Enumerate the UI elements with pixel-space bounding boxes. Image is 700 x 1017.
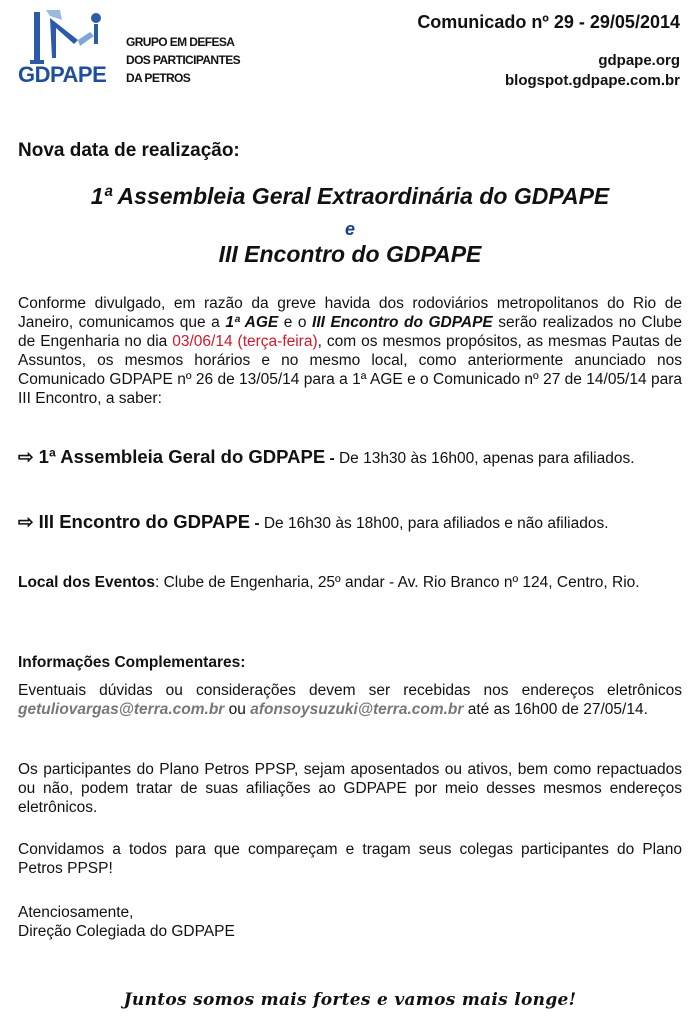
arrow-right-icon: ⇨: [18, 446, 34, 467]
intro-text: Conforme divulgado, em razão da greve havida dos rodoviários metropolitanos do Rio de Janeiro, comunicamos que a: [18, 295, 682, 331]
org-name-line: GRUPO EM DEFESA: [126, 35, 235, 49]
info-text: ou: [224, 701, 251, 718]
info-paragraph: [18, 681, 682, 719]
website-link[interactable]: gdpape.org: [598, 52, 680, 69]
event-2-description: De 16h30 às 18h00, para afiliados e não afiliados.: [263, 515, 609, 532]
event-2-item: [18, 512, 682, 533]
organization-name: [126, 33, 240, 87]
email-link-afonso[interactable]: afonsoysuzuki@terra.com.br: [250, 701, 464, 718]
age-highlight: 1ª AGE: [225, 314, 279, 331]
new-date-heading: Nova data de realização:: [18, 140, 240, 161]
info-heading: Informações Complementares:: [18, 654, 246, 671]
intro-paragraph: [18, 294, 682, 408]
new-date-highlight: 03/06/14 (terça-feira): [172, 333, 318, 350]
org-name-line: DA PETROS: [126, 71, 191, 85]
event-separator: -: [325, 450, 339, 467]
meeting-title: III Encontro do GDPAPE: [218, 241, 482, 267]
invitation-paragraph: Convidamos a todos para que compareçam e tragam seus colegas participantes do Plano Petros PPSP!: [18, 841, 682, 877]
event-1-item: [18, 447, 682, 468]
info-text: até as 16h00 de 27/05/14.: [463, 701, 648, 718]
event-separator: -: [250, 515, 264, 532]
title-conjunction: e: [344, 219, 355, 239]
closing-signature: [18, 903, 682, 941]
footer-motto: Juntos somos mais fortes e vamos mais longe!: [123, 990, 577, 1010]
event-2-title: III Encontro do GDPAPE: [38, 511, 251, 532]
blog-link[interactable]: blogspot.gdpape.com.br: [505, 72, 680, 89]
location-paragraph: [18, 573, 682, 592]
signature-line: Direção Colegiada do GDPAPE: [18, 923, 235, 940]
arrow-right-icon: ⇨: [18, 511, 34, 532]
communique-title: Comunicado nº 29 - 29/05/2014: [417, 12, 680, 32]
location-text: : Clube de Engenharia, 25º andar - Av. Rio Branco nº 124, Centro, Rio.: [154, 574, 640, 591]
intro-text: , com os mesmos propósitos, as mesmas Pautas de Assuntos, os mesmos horários e no mesmo local, como anteriormente anunciado nos Comunicado GDPAPE nº 26 de 13/05/14 para a 1ª AGE e o Comunicado nº 27 de 14/05/14 para III Encontro, a saber:: [18, 333, 682, 407]
org-name-line: DOS PARTICIPANTES: [126, 53, 241, 67]
event-1-description: De 13h30 às 16h00, apenas para afiliados.: [338, 450, 635, 467]
intro-text: serão realizados no Clube de Engenharia no dia: [18, 314, 682, 350]
location-label: Local dos Eventos: [18, 574, 155, 591]
encontro-highlight: III Encontro do GDPAPE: [312, 314, 493, 331]
assembly-title: 1ª Assembleia Geral Extraordinária do GDPAPE: [90, 183, 610, 209]
event-1-title: 1ª Assembleia Geral do GDPAPE: [38, 446, 326, 467]
closing-line: Atenciosamente,: [18, 904, 134, 921]
info-text: Eventuais dúvidas ou considerações devem ser recebidas nos endereços eletrônicos: [18, 682, 682, 699]
participants-paragraph: Os participantes do Plano Petros PPSP, sejam aposentados ou ativos, bem como repactuados ou não, podem tratar de suas afiliações ao GDPAPE por meio desses mesmos endereços eletrônicos.: [18, 761, 682, 816]
email-link-getulio[interactable]: getuliovargas@terra.com.br: [18, 701, 225, 718]
intro-text: e o: [278, 314, 313, 331]
logo-wordmark: GDPAPE: [18, 62, 107, 87]
